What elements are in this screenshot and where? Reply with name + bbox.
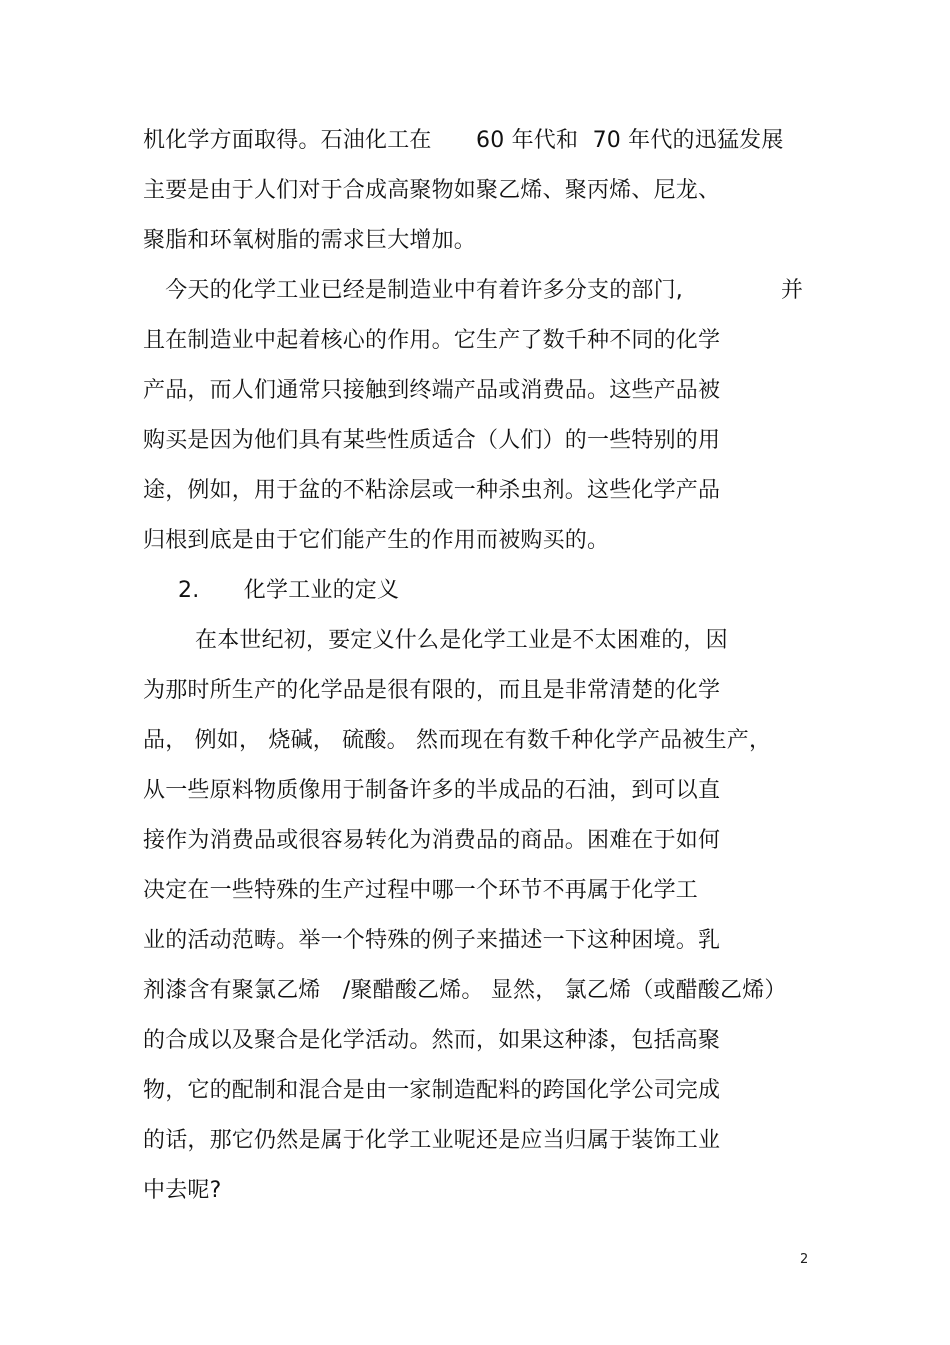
text-line-17: 剂漆含有聚氯乙烯 /聚醋酸乙烯。 显然， 氯乙烯（或醋酸乙烯） [143,978,787,1003]
text-line-3: 聚脂和环氧树脂的需求巨大增加。 [143,228,477,253]
text-line-8: 途，例如，用于盆的不粘涂层或一种杀虫剂。这些化学产品 [143,478,721,503]
text-line-18: 的合成以及聚合是化学活动。然而，如果这种漆，包括高聚 [143,1028,721,1053]
text-line-4: 今天的化学工业已经是制造业中有着许多分支的部门, [143,278,683,303]
text-line-1: 机化学方面取得。石油化工在 60 年代和 70 年代的迅猛发展 [143,128,784,153]
text-line-20: 的话，那它仍然是属于化学工业呢还是应当归属于装饰工业 [143,1128,721,1153]
text-line-21: 中去呢? [143,1178,222,1203]
text-line-16: 业的活动范畴。举一个特殊的例子来描述一下这种困境。乳 [143,928,721,953]
text-line-7: 购买是因为他们具有某些性质适合（人们）的一些特别的用 [143,428,721,453]
text-line-10: 在本世纪初，要定义什么是化学工业是不太困难的，因 [195,628,728,653]
text-line-14: 接作为消费品或很容易转化为消费品的商品。困难在于如何 [143,828,721,853]
page-number: 2 [800,1252,809,1267]
text-line-6: 产品，而人们通常只接触到终端产品或消费品。这些产品被 [143,378,721,403]
text-line-4-end: 并 [781,278,804,303]
text-line-15: 决定在一些特殊的生产过程中哪一个环节不再属于化学工 [143,878,699,903]
text-line-12: 品， 例如， 烧碱， 硫酸。 然而现在有数千种化学产品被生产， [143,728,772,753]
text-line-11: 为那时所生产的化学品是很有限的，而且是非常清楚的化学 [143,678,721,703]
text-line-19: 物，它的配制和混合是由一家制造配料的跨国化学公司完成 [143,1078,721,1103]
text-line-13: 从一些原料物质像用于制备许多的半成品的石油，到可以直 [143,778,721,803]
text-line-5: 且在制造业中起着核心的作用。它生产了数千种不同的化学 [143,328,721,353]
text-line-9: 归根到底是由于它们能产生的作用而被购买的。 [143,528,610,553]
section-heading: 2. 化学工业的定义 [178,578,400,603]
text-line-2: 主要是由于人们对于合成高聚物如聚乙烯、聚丙烯、尼龙、 [143,178,721,203]
